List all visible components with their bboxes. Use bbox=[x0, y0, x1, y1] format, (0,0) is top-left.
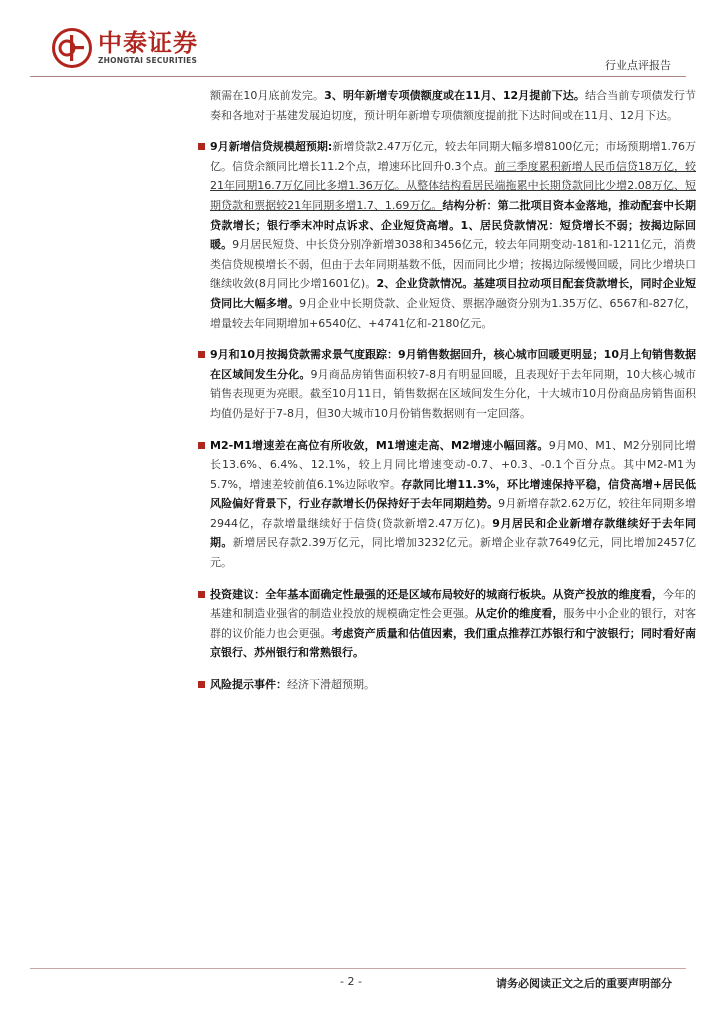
company-logo bbox=[52, 28, 198, 68]
report-body bbox=[210, 86, 696, 695]
bullet-square-icon bbox=[198, 591, 205, 598]
risk-paragraph: 风险提示事件：经济下滑超预期。 bbox=[210, 678, 375, 692]
money-paragraph: M2-M1增速差在高位有所收敛，M1增速走高、M2增速小幅回落。9月M0、M1、M2分别同比增长13.6%、6.4%、12.1%，较上月同比增速变动-0.7、+0.3、-0.1个百分点。其中M2-M1为5.7%，增速差较前值6.1%边际收窄。存款同比增11.3%，环比增速保持平稳，信贷高增+居民低风险偏好背景下，行业存款增长仍保持好于去年同期趋势。9月新增存款2.62万亿，较往年同期多增2944亿，存款增量继续好于信贷(贷款新增2.47万亿)。9月居民和企业新增存款继续好于去年同期。新增居民存款2.39万亿元，同比增加3232亿元。新增企业存款7649亿元，同比增加2457亿元。 bbox=[210, 438, 696, 570]
disclaimer-notice: 请务必阅读正文之后的重要声明部分 bbox=[496, 977, 672, 990]
logo-chinese-name: 中泰证券 bbox=[98, 29, 198, 57]
footer-divider bbox=[30, 968, 686, 969]
page-number: - 2 - bbox=[340, 975, 362, 988]
section-money-supply bbox=[210, 436, 696, 573]
logo-english-name: ZHONGTAI SECURITIES bbox=[98, 56, 198, 65]
bullet-square-icon bbox=[198, 681, 205, 688]
section-housing bbox=[210, 345, 696, 423]
section-credit bbox=[210, 137, 696, 333]
section-risk bbox=[210, 675, 696, 695]
zhongtai-logo-icon bbox=[52, 28, 92, 68]
bullet-square-icon bbox=[198, 143, 205, 150]
header-divider bbox=[30, 76, 686, 77]
advice-paragraph: 投资建议：全年基本面确定性最强的还是区域布局较好的城商行板块。从资产投放的维度看，今年的基建和制造业强省的制造业投放的规模确定性会更强。从定价的维度看，服务中小企业的银行，对客群的议价能力也会更强。考虑资产质量和估值因素，我们重点推荐江苏银行和宁波银行；同时看好南京银行、苏州银行和常熟银行。 bbox=[210, 587, 697, 660]
bullet-square-icon bbox=[198, 351, 205, 358]
credit-paragraph: 9月新增信贷规模超预期:新增贷款2.47万亿元，较去年同期大幅多增8100亿元；市场预期增1.76万亿。信贷余额同比增长11.2个点，增速环比回升0.3个点。前三季度累积新增人民币信贷18万亿，较21年同期16.7万亿同比多增1.36万亿。从整体结构看居民端拖累中长期贷款同比少增2.08万亿、短期贷款和票据较21年同期多增1.7、1.69万亿。结构分析：第二批项目资本金落地，推动配套中长期贷款增长；银行季末冲时点诉求、企业短贷高增。1、居民贷款情况：短贷增长不弱；按揭边际回暖。9月居民短贷、中长贷分别净新增3038和3456亿元，较去年同期变动-181和-1211亿元，消费类信贷规模增长不弱，但由于去年同期基数不低，因而同比少增；按揭边际缓慢回暖，同比少增块口继续收敛(8月同比少增1601亿)。2、企业贷款情况。基建项目拉动项目配套贷款增长，同时企业短贷同比大幅多增。9月企业中长期贷款、企业短贷、票据净融资分别为1.35万亿、6567和-827亿，增量较去年同期增加+6540亿、+4741亿和-2180亿元。 bbox=[210, 140, 697, 330]
section-investment-advice bbox=[210, 585, 696, 663]
intro-paragraph: 额需在10月底前发完。3、明年新增专项债额度或在11月、12月提前下达。结合当前专项债发行节奏和各地对于基建发展迫切度，预计明年新增专项债额度提前批下达时间或在11月、12月下达。 bbox=[210, 89, 696, 122]
bullet-square-icon bbox=[198, 442, 205, 449]
housing-paragraph: 9月和10月按揭贷款需求景气度跟踪：9月销售数据回升，核心城市回暖更明显；10月上旬销售数据在区域间发生分化。9月商品房销售面积较7-8月有明显回暖，且表现好于去年同期，10大核心城市销售表现更为亮眼。截至10月11日，销售数据在区域间发生分化，十大城市10月份商品房销售面积均值仍是好于7-8月，但30大城市10月份销售数据则有一定回落。 bbox=[210, 348, 696, 420]
report-type: 行业点评报告 bbox=[605, 59, 671, 72]
